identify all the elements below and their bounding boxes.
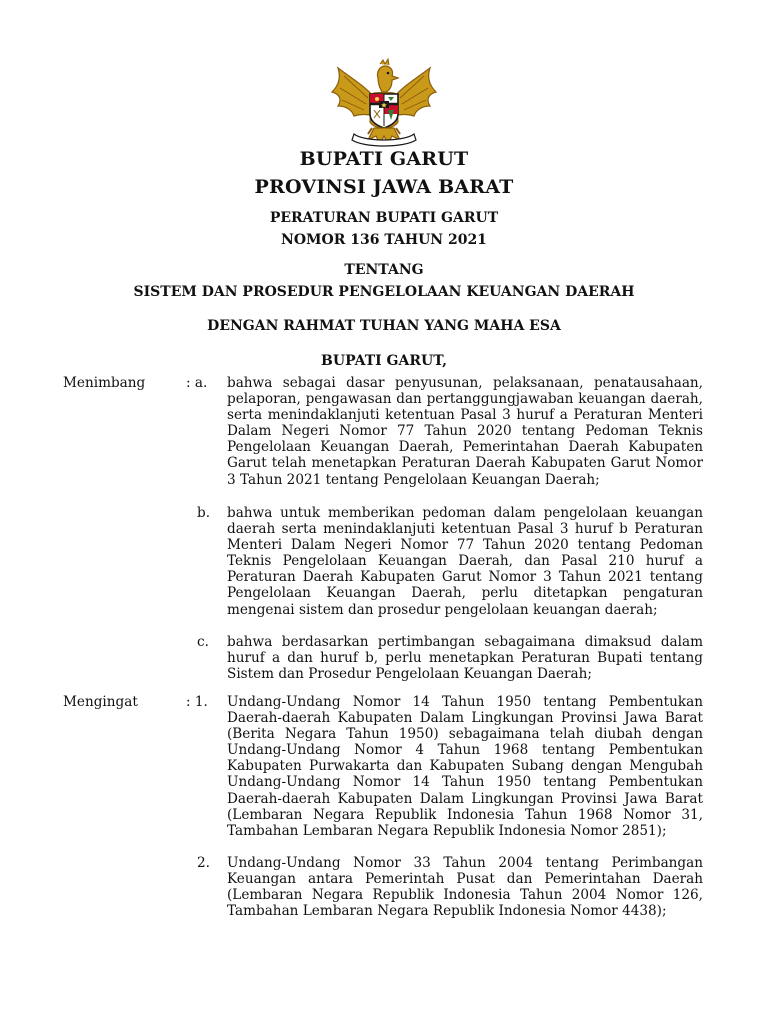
list-item-text: Undang-Undang Nomor 33 Tahun 2004 tentang Perimbangan Keuangan antara Pemerintah Pusat dan Pemerintahan Daerah (Lembaran Negara Republik Indonesia Tahun 2004 Nomor 126, Tambahan Lembaran Negara Republik Indonesia Nomor 4438); (227, 855, 703, 920)
mengingat-label: Mengingat (63, 694, 138, 710)
grace-statement: DENGAN RAHMAT TUHAN YANG MAHA ESA (207, 318, 561, 334)
list-item-marker: c. (197, 634, 209, 650)
menimbang-label: Menimbang (63, 375, 146, 391)
regent-title: BUPATI GARUT (299, 148, 469, 170)
regulation-subject: SISTEM DAN PROSEDUR PENGELOLAAN KEUANGAN DAERAH (133, 284, 635, 300)
garuda-head (377, 66, 398, 92)
regulation-number: NOMOR 136 TAHUN 2021 (281, 232, 487, 248)
official-title: BUPATI GARUT, (321, 353, 447, 369)
garuda-pancasila-emblem (328, 58, 440, 148)
list-item-text: Undang-Undang Nomor 14 Tahun 1950 tentang Pembentukan Daerah-daerah Kabupaten Dalam Lingkungan Provinsi Jawa Barat (Berita Negara Tahun 1950) sebagaimana telah diubah dengan Undang-Undang Nomor 4 Tahun 1968 tentang Pembentukan Kabupaten Purwakarta dan Kabupaten Subang dengan Mengubah Undang-Undang Nomor 14 Tahun 1950 tentang Pembentukan Daerah-daerah Kabupaten Dalam Lingkungan Provinsi Jawa Barat (Lembaran Negara Republik Indonesia Tahun 1968 Nomor 31, Tambahan Lembaran Negara Republik Indonesia Nomor 2851); (227, 694, 703, 839)
regulation-title: PERATURAN BUPATI GARUT (269, 210, 499, 226)
list-item-marker: 2. (197, 855, 210, 871)
list-item-text: bahwa untuk memberikan pedoman dalam pengelolaan keuangan daerah serta menindaklanjuti ketentuan Pasal 3 huruf b Peraturan Menteri Dalam Negeri Nomor 77 Tahun 2020 tentang Pedoman Teknis Pengelolaan Keuangan Daerah, dan Pasal 210 huruf a Peraturan Daerah Kabupaten Garut Nomor 3 Tahun 2021 tentang Pengelolaan Keuangan Daerah, perlu ditetapkan pengaturan mengenai sistem dan prosedur pengelolaan keuangan daerah; (227, 505, 703, 618)
list-item-marker: b. (197, 505, 211, 521)
province-title: PROVINSI JAWA BARAT (254, 176, 514, 198)
list-item-marker: : 1. (186, 694, 208, 710)
list-item-marker: : a. (186, 375, 208, 391)
list-item-text: bahwa berdasarkan pertimbangan sebagaimana dimaksud dalam huruf a dan huruf b, perlu menetapkan Peraturan Bupati tentang Sistem dan Prosedur Pengelolaan Keuangan Daerah; (227, 634, 703, 683)
list-item-text: bahwa sebagai dasar penyusunan, pelaksanaan, penatausahaan, pelaporan, pengawasan dan pertanggungjawaban keuangan daerah, serta menindaklanjuti ketentuan Pasal 3 huruf a Peraturan Menteri Dalam Negeri Nomor 77 Tahun 2020 tentang Pedoman Teknis Pengelolaan Keuangan Daerah, Pemerintahan Daerah Kabupaten Garut telah menetapkan Peraturan Daerah Kabupaten Garut Nomor 3 Tahun 2021 tentang Pengelolaan Keuangan Daerah; (227, 375, 703, 488)
about-heading: TENTANG (344, 262, 424, 278)
shield (370, 94, 398, 128)
